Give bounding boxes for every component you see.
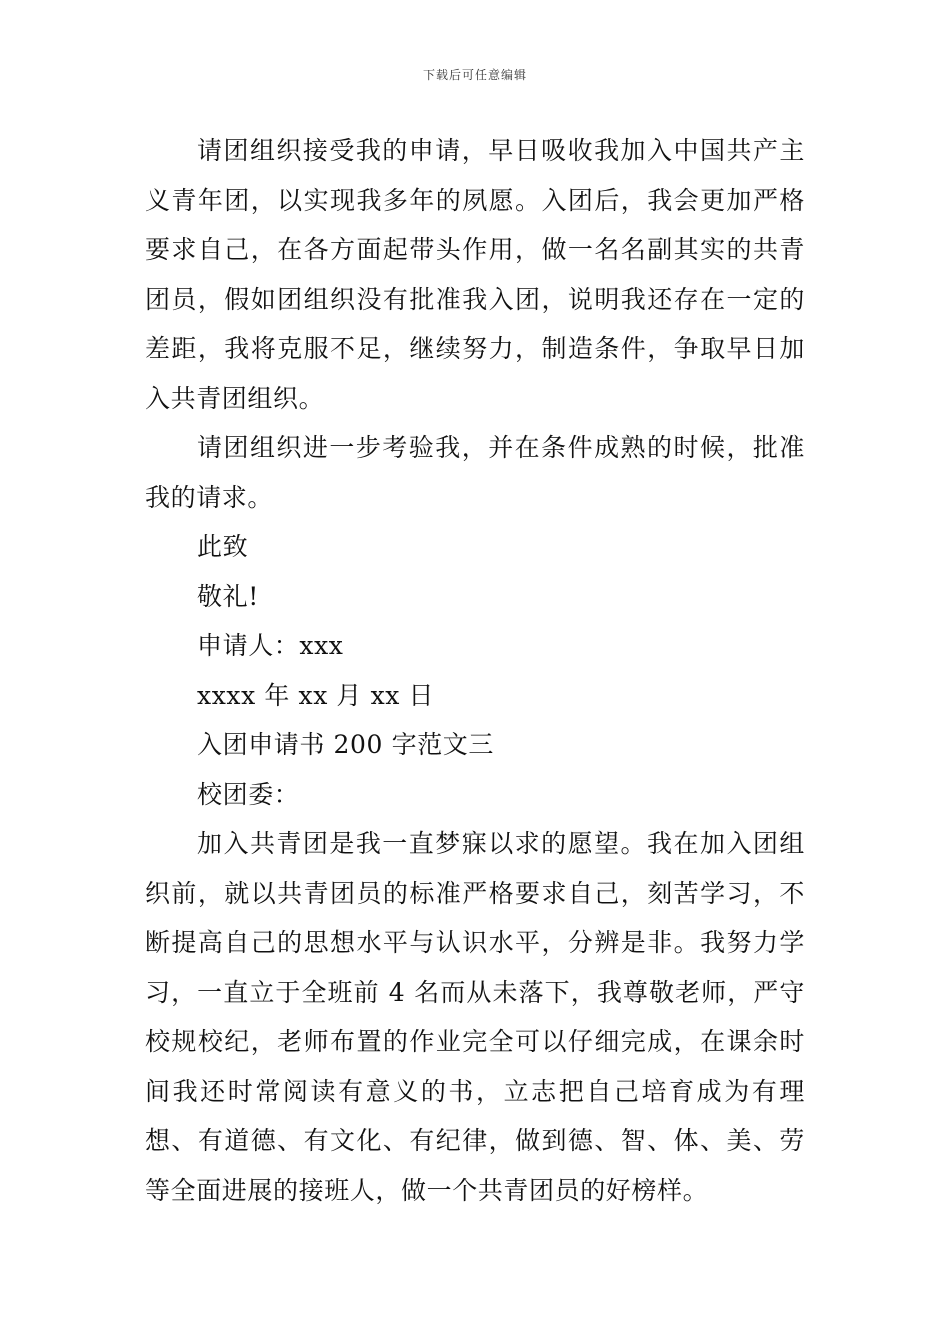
date-line: xxxx 年 xx 月 xx 日 [197,680,435,710]
paragraph-aspiration: 加入共青团是我一直梦寐以求的愿望。我在加入团组织前，就以共青团员的标准严格要求自己，刻苦学习，不断提高自己的思想水平与认识水平，分辨是非。我努力学习，一直立于全班前 4 名而从未落下，我尊敬老师，严守校规校纪，老师布置的作业完全可以仔细完成，在课余时间我还时常阅读有意义的书，立志把自己培育成为有理想、有道德、有文化、有纪律，做到德、智、体、美、劳等全面进展的接班人，做一个共青团员的好榜样。 [145,829,805,1205]
recipient-line: 校团委： [197,779,300,809]
applicant-line: 申请人：xxx [197,631,344,660]
paragraph-examine: 请团组织进一步考验我，并在条件成熟的时候，批准我的请求。 [145,433,805,512]
closing-salutation: 此致 [197,532,249,561]
header-note: 下载后可任意编辑 [422,68,527,82]
paragraph-request: 请团组织接受我的申请，早日吸收我加入中国共产主义青年团，以实现我多年的夙愿。入团后，我会更加严格要求自己，在各方面起带头作用，做一名名副其实的共青团员，假如团组织没有批准我入团，说明我还存在一定的差距，我将克服不足，继续努力，制造条件，争取早日加入共青团组织。 [145,136,805,413]
closing-respect: 敬礼! [197,581,259,611]
document-body [145,126,805,1215]
section-title: 入团申请书 200 字范文三 [197,730,495,759]
